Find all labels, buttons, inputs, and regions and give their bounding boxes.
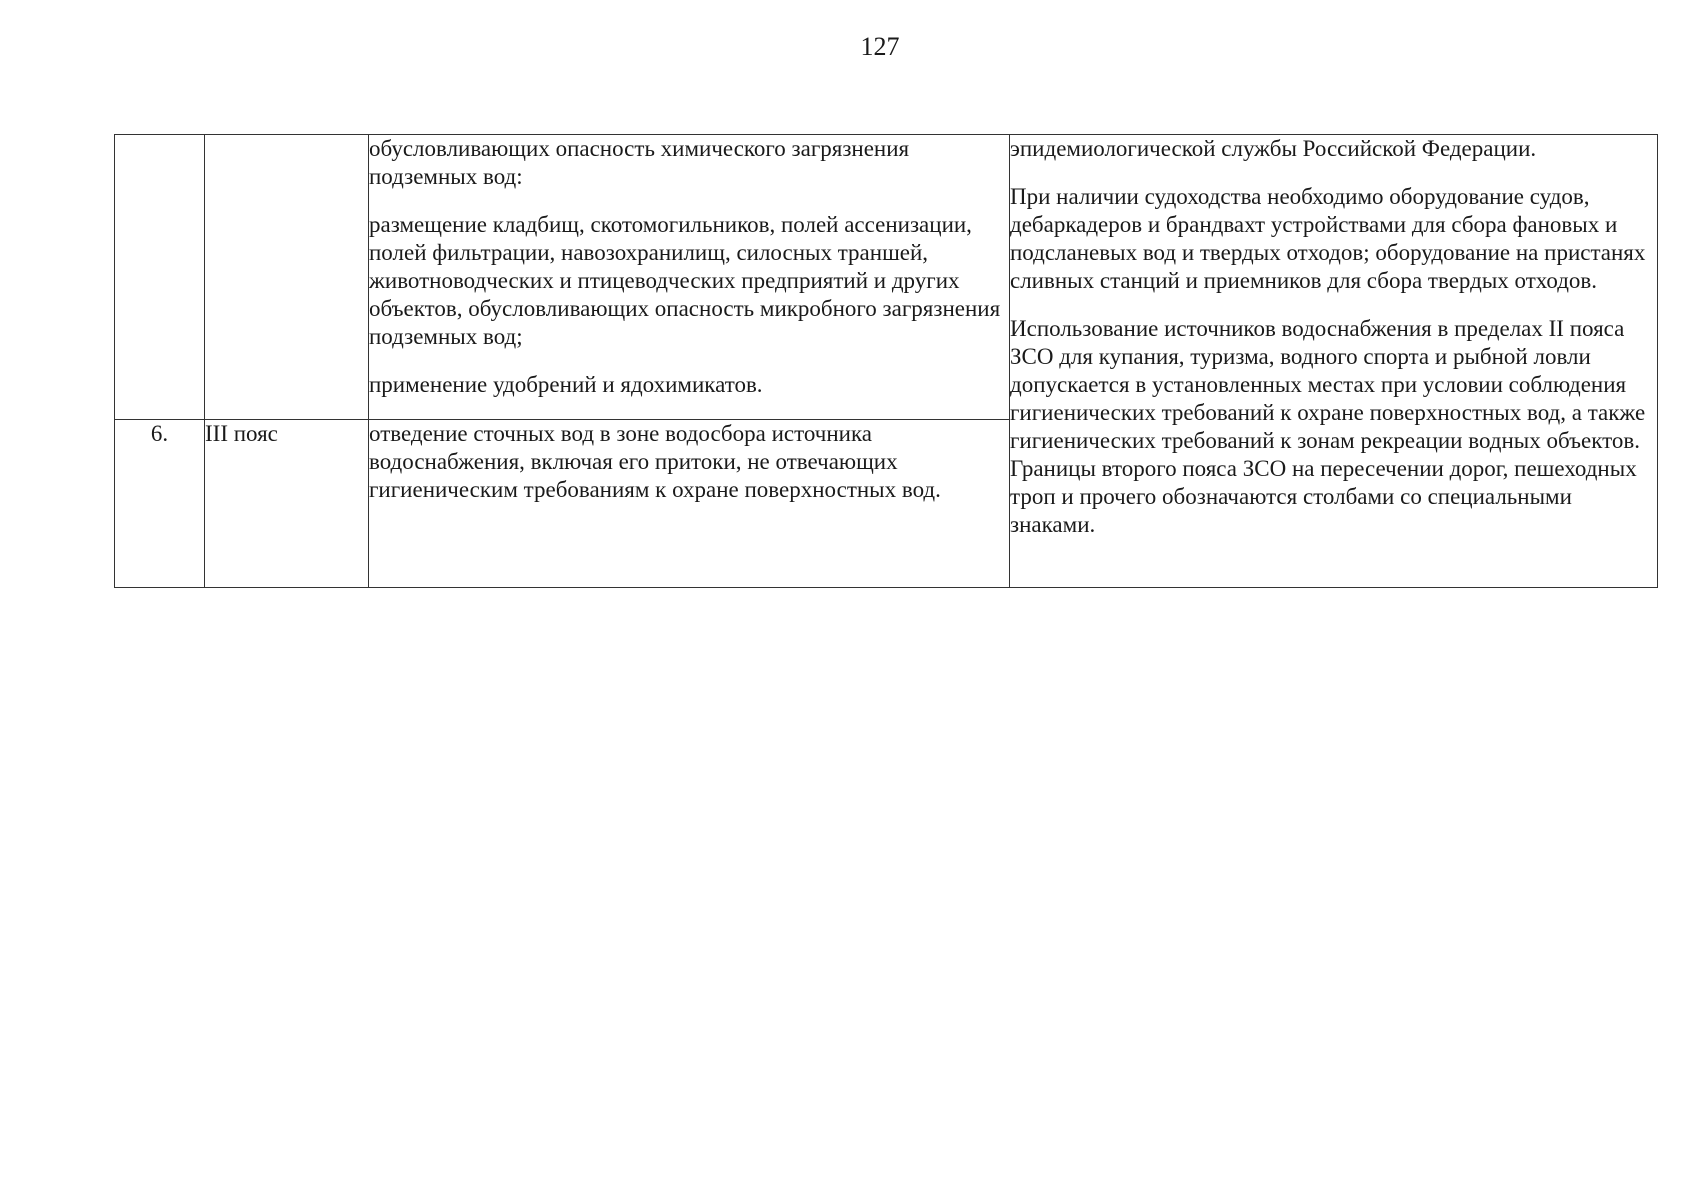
restriction-paragraph: отведение сточных вод в зоне водосбора источника водоснабжения, включая его притоки, не отвечающих гигиеническим требованиям к охране поверхностных вод.	[369, 421, 941, 502]
restrictions-cell	[369, 420, 1010, 588]
table-row	[115, 135, 1658, 420]
note-paragraph: эпидемиологической службы Российской Федерации.	[1010, 136, 1537, 161]
note-paragraph: При наличии судоходства необходимо оборудование судов, дебаркадеров и брандвахт устройствами для сбора фановых и подсланевых вод и твердых отходов; оборудование на пристанях сливных станций и приемников для сбора твердых отходов.	[1010, 184, 1646, 293]
sanitary-zone-table	[114, 134, 1658, 588]
note-paragraph: Использование источников водоснабжения в пределах II пояса ЗСО для купания, туризма, водного спорта и рыбной ловли допускается в установленных местах при условии соблюдения гигиенических требований к охране поверхностных вод, а также гигиенических требований к зонам рекреации водных объектов. Границы второго пояса ЗСО на пересечении дорог, пешеходных троп и прочего обозначаются столбами со специальными знаками.	[1010, 316, 1646, 537]
row-number-cell	[115, 135, 205, 420]
restriction-paragraph: обусловливающих опасность химического загрязнения подземных вод:	[369, 136, 910, 189]
zone-cell	[205, 135, 369, 420]
row-number-cell: 6.	[115, 420, 205, 588]
restriction-paragraph: размещение кладбищ, скотомогильников, полей ассенизации, полей фильтрации, навозохранилищ, силосных траншей, животноводческих и птицеводческих предприятий и других объектов, обусловливающих опасность микробного загрязнения подземных вод;	[369, 212, 1001, 349]
restrictions-cell	[369, 135, 1010, 420]
zone-cell: III пояс	[205, 420, 369, 588]
restriction-paragraph: применение удобрений и ядохимикатов.	[369, 372, 763, 397]
page-number: 127	[860, 32, 900, 61]
notes-cell	[1010, 135, 1658, 588]
